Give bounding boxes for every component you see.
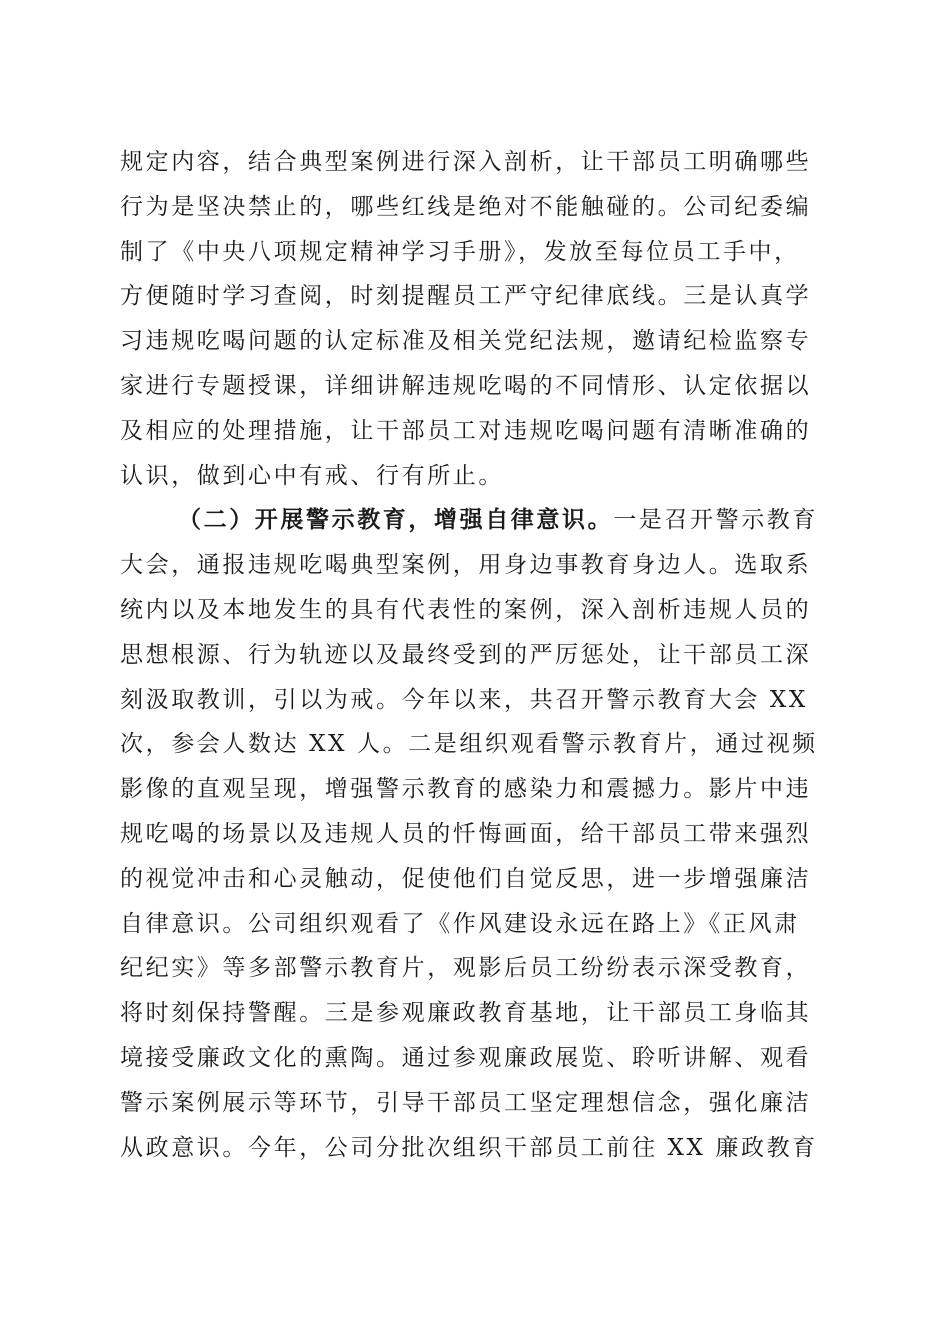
heading-line-text: 一是召开警示教育 (613, 507, 819, 534)
text-line: 从政意识。今年，公司分批次组织干部员工前往 XX 廉政教育 (120, 1134, 818, 1161)
text-line: 家进行专题授课，详细讲解违规吃喝的不同情形、认定依据以 (120, 372, 812, 399)
text-line: 制了《中央八项规定精神学习手册》，发放至每位员工手中， (120, 238, 800, 265)
paragraph-2 (120, 498, 835, 1170)
text-line: 刻汲取教训，引以为戒。今年以来，共召开警示教育大会 XX (120, 686, 808, 713)
text-line: 大会，通报违规吃喝典型案例，用身边事教育身边人。选取系 (120, 552, 812, 579)
paragraph-first-line (120, 498, 835, 543)
text-line: 规定内容，结合典型案例进行深入剖析，让干部员工明确哪些 (120, 149, 812, 175)
text-line: 纪纪实》等多部警示教育片，观影后员工纷纷表示深受教育， (120, 955, 812, 982)
text-line: 影像的直观呈现，增强警示教育的感染力和震撼力。影片中违 (120, 776, 812, 803)
text-line: 次，参会人数达 XX 人。二是组织观看警示教育片，通过视频 (120, 731, 818, 758)
text-line: 及相应的处理措施，让干部员工对违规吃喝问题有清晰准确的 (120, 417, 812, 444)
text-line: 行为是坚决禁止的，哪些红线是绝对不能触碰的。公司纪委编 (120, 193, 812, 220)
text-line: 统内以及本地发生的具有代表性的案例，深入剖析违规人员的 (120, 596, 812, 623)
text-line: 思想根源、行为轨迹以及最终受到的严厉惩处，让干部员工深 (120, 641, 812, 668)
text-line: 的视觉冲击和心灵触动，促使他们自觉反思，进一步增强廉洁 (120, 865, 812, 892)
paragraph-1 (120, 140, 835, 498)
section-heading: （二）开展警示教育，增强自律意识。 (178, 506, 614, 534)
text-line: 方便随时学习查阅，时刻提醒员工严守纪律底线。三是认真学 (120, 283, 812, 310)
text-line: 习违规吃喝问题的认定标准及相关党纪法规，邀请纪检监察专 (120, 328, 812, 355)
text-line: 境接受廉政文化的熏陶。通过参观廉政展览、聆听讲解、观看 (120, 1044, 812, 1071)
text-line: 将时刻保持警醒。三是参观廉政教育基地，让干部员工身临其 (120, 1000, 812, 1027)
document-body (120, 140, 835, 1170)
text-line: 警示案例展示等环节，引导干部员工坚定理想信念，强化廉洁 (120, 1089, 812, 1116)
text-line: 自律意识。公司组织观看了《作风建设永远在路上》《正风肃 (120, 910, 800, 937)
text-line: 规吃喝的场景以及违规人员的忏悔画面，给干部员工带来强烈 (120, 820, 812, 847)
text-line: 认识，做到心中有戒、行有所止。 (120, 462, 504, 489)
